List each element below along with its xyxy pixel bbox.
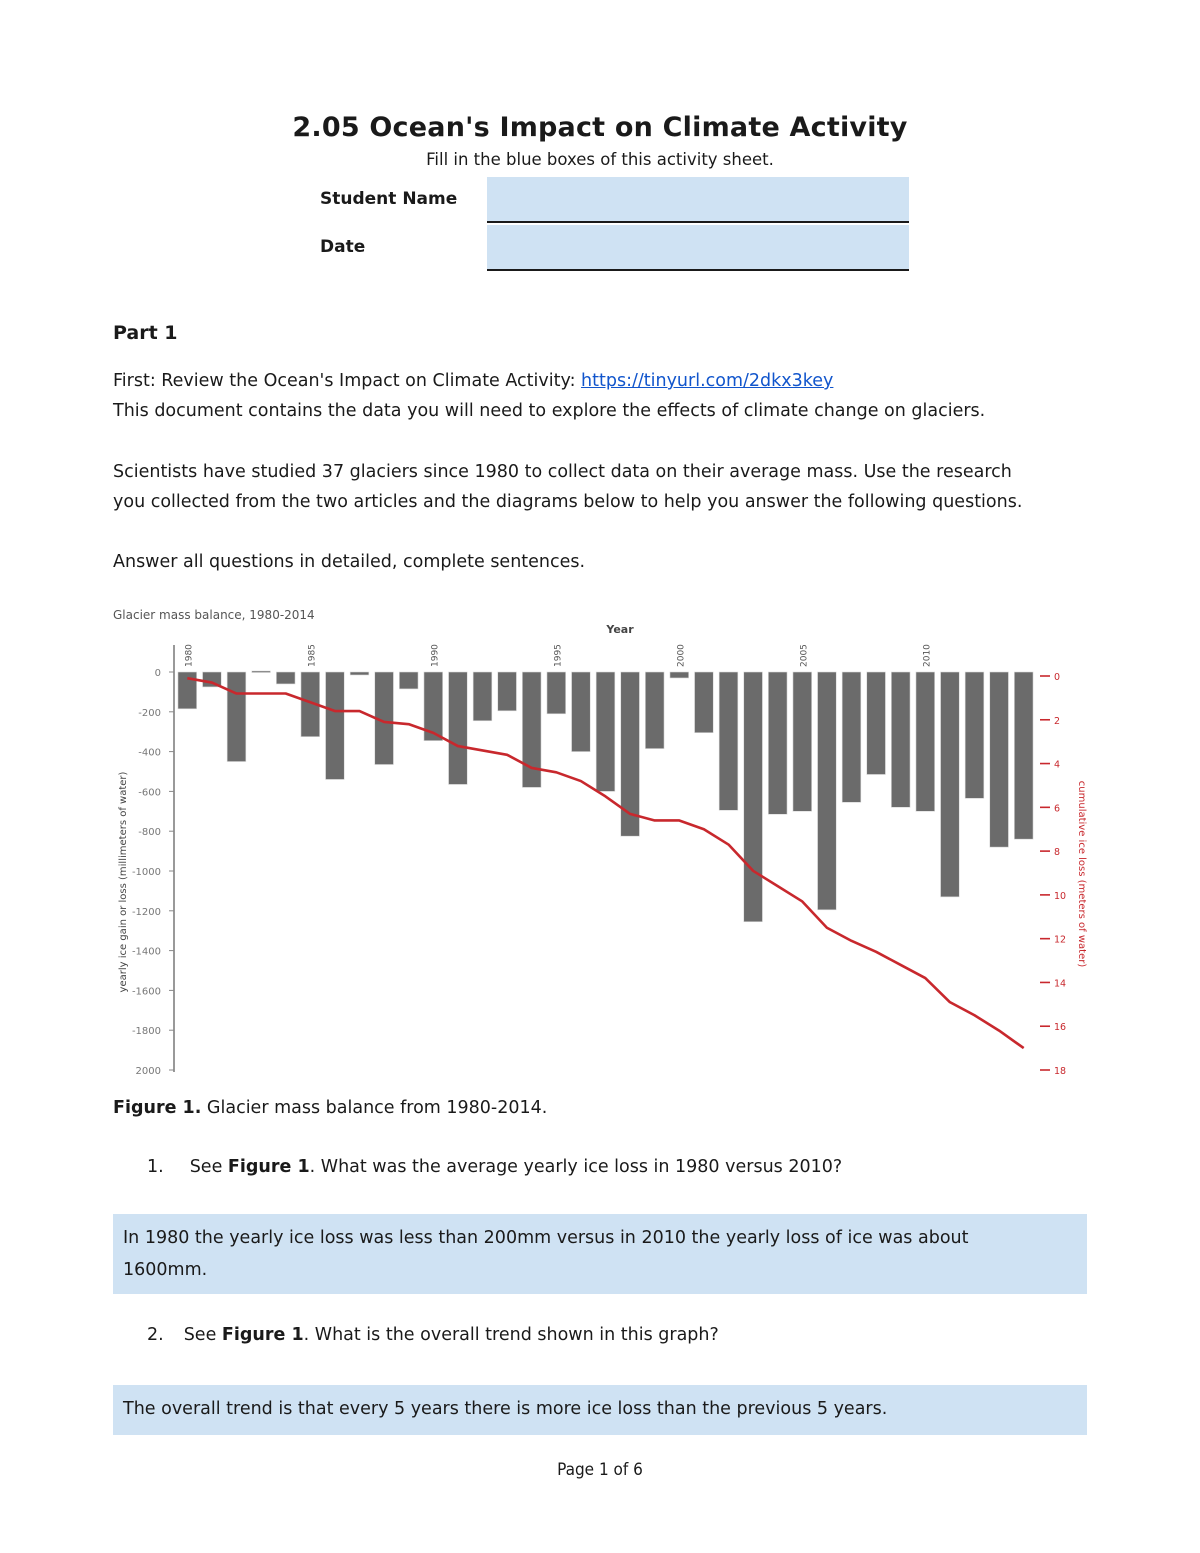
activity-link[interactable]: https://tinyurl.com/2dkx3key [581,371,834,391]
y-tick-label: -1800 [131,1026,161,1038]
y2-tick-label: 14 [1054,978,1067,990]
chart-title: Glacier mass balance, 1980-2014 [113,608,315,622]
question-2-text: . What is the overall trend shown in this graph? [303,1325,719,1345]
review-line-text: First: Review the Ocean's Impact on Climate Activity: [113,371,582,391]
question-2-figure-ref: Figure 1 [221,1325,304,1345]
y2-tick-label: 16 [1054,1022,1067,1034]
research-paragraph-line-1: Scientists have studied 37 glaciers since 1980 to collect data on their average mass. Use the research [113,462,1012,482]
figure-1-caption-text: Glacier mass balance from 1980-2014. [201,1098,548,1118]
bar [645,672,664,749]
bar [793,672,812,811]
y-tick-label: -1600 [131,986,161,998]
bar [350,672,369,675]
y2-tick-label: 6 [1054,803,1061,815]
bar [965,672,984,798]
student-name-label: Student Name [320,189,458,209]
y2-tick-label: 2 [1054,715,1061,727]
bar [990,672,1009,847]
y2-tick-label: 4 [1054,759,1061,771]
bar [867,672,886,774]
bar [399,672,418,689]
glacier-mass-balance-chart [113,605,1087,1095]
y2-tick-label: 10 [1054,890,1067,902]
bar [744,672,763,922]
x-tick-label: 2000 [676,644,687,667]
question-1 [147,1157,842,1177]
review-line [113,366,833,396]
y-tick-label: -800 [138,827,161,839]
bar [178,672,197,709]
bar [891,672,910,807]
bar [818,672,837,910]
y2-tick-label: 0 [1054,672,1061,683]
research-paragraph-line-2: you collected from the two articles and the diagrams below to help you answer the following questions. [113,492,1023,512]
question-2-prefix: See [183,1325,222,1345]
answer-1-line-1: In 1980 the yearly ice loss was less than 200mm versus in 2010 the yearly loss of ice was about [123,1228,969,1248]
x-tick-label: 1980 [184,644,195,667]
x-tick-label: 2010 [922,644,933,667]
figure-1-caption [113,1098,547,1118]
y-tick-label: -200 [138,707,161,719]
bar [326,672,345,779]
bar [941,672,960,897]
part-1-heading: Part 1 [113,322,178,344]
page-subtitle: Fill in the blue boxes of this activity sheet. [426,150,774,169]
y2-tick-label: 18 [1054,1066,1067,1077]
bar [768,672,787,814]
answer-2-line-1: The overall trend is that every 5 years there is more ice loss than the previous 5 years. [123,1399,888,1419]
bar [719,672,738,810]
page-number: Page 1 of 6 [557,1460,643,1480]
chart-marks [132,644,1066,1077]
x-tick-label: 2005 [799,644,810,667]
answer-1-box[interactable] [113,1214,1087,1294]
student-name-field[interactable] [487,177,909,223]
bar [916,672,935,811]
bar [227,672,246,762]
bar [498,672,517,711]
y-tick-label: -1400 [131,946,161,958]
question-2-number: 2. [147,1325,164,1345]
date-field[interactable] [487,225,909,271]
page-title: 2.05 Ocean's Impact on Climate Activity [292,112,908,143]
answer-1-line-2: 1600mm. [123,1260,208,1280]
bar [473,672,492,721]
bar [621,672,640,836]
question-1-text: . What was the average yearly ice loss in 1980 versus 2010? [309,1157,843,1177]
instructions: Answer all questions in detailed, complete sentences. [113,552,586,572]
y-axis-label: yearly ice gain or loss (millimeters of water) [118,771,129,993]
bar [1014,672,1033,839]
y-tick-label: 2000 [135,1066,161,1077]
bar [572,672,591,752]
answer-2-box[interactable] [113,1385,1087,1435]
y-tick-label: -600 [138,787,161,799]
bar [276,672,295,684]
date-label: Date [320,237,366,257]
bar [670,672,689,678]
x-tick-label: 1985 [307,644,318,667]
x-tick-label: 1990 [430,644,441,667]
y2-tick-label: 12 [1054,934,1067,946]
y2-tick-label: 8 [1054,847,1061,859]
document-description: This document contains the data you will need to explore the effects of climate change on glaciers. [113,401,986,421]
question-1-number: 1. [147,1157,164,1177]
question-1-prefix: See [189,1157,228,1177]
y-tick-label: 0 [154,668,161,679]
y2-axis-label: cumulative ice loss (meters of water) [1076,780,1087,968]
question-2 [147,1325,719,1345]
bar [842,672,861,802]
bar [449,672,468,784]
bar [547,672,566,714]
question-1-figure-ref: Figure 1 [227,1157,310,1177]
figure-1-label: Figure 1. [113,1098,202,1118]
x-axis-label: Year [606,623,634,636]
bar [596,672,615,791]
bar [695,672,714,733]
y-tick-label: -1000 [131,867,161,878]
x-tick-label: 1995 [553,644,564,667]
bar [252,671,271,673]
y-tick-label: -1200 [131,906,161,918]
y-tick-label: -400 [138,747,161,759]
